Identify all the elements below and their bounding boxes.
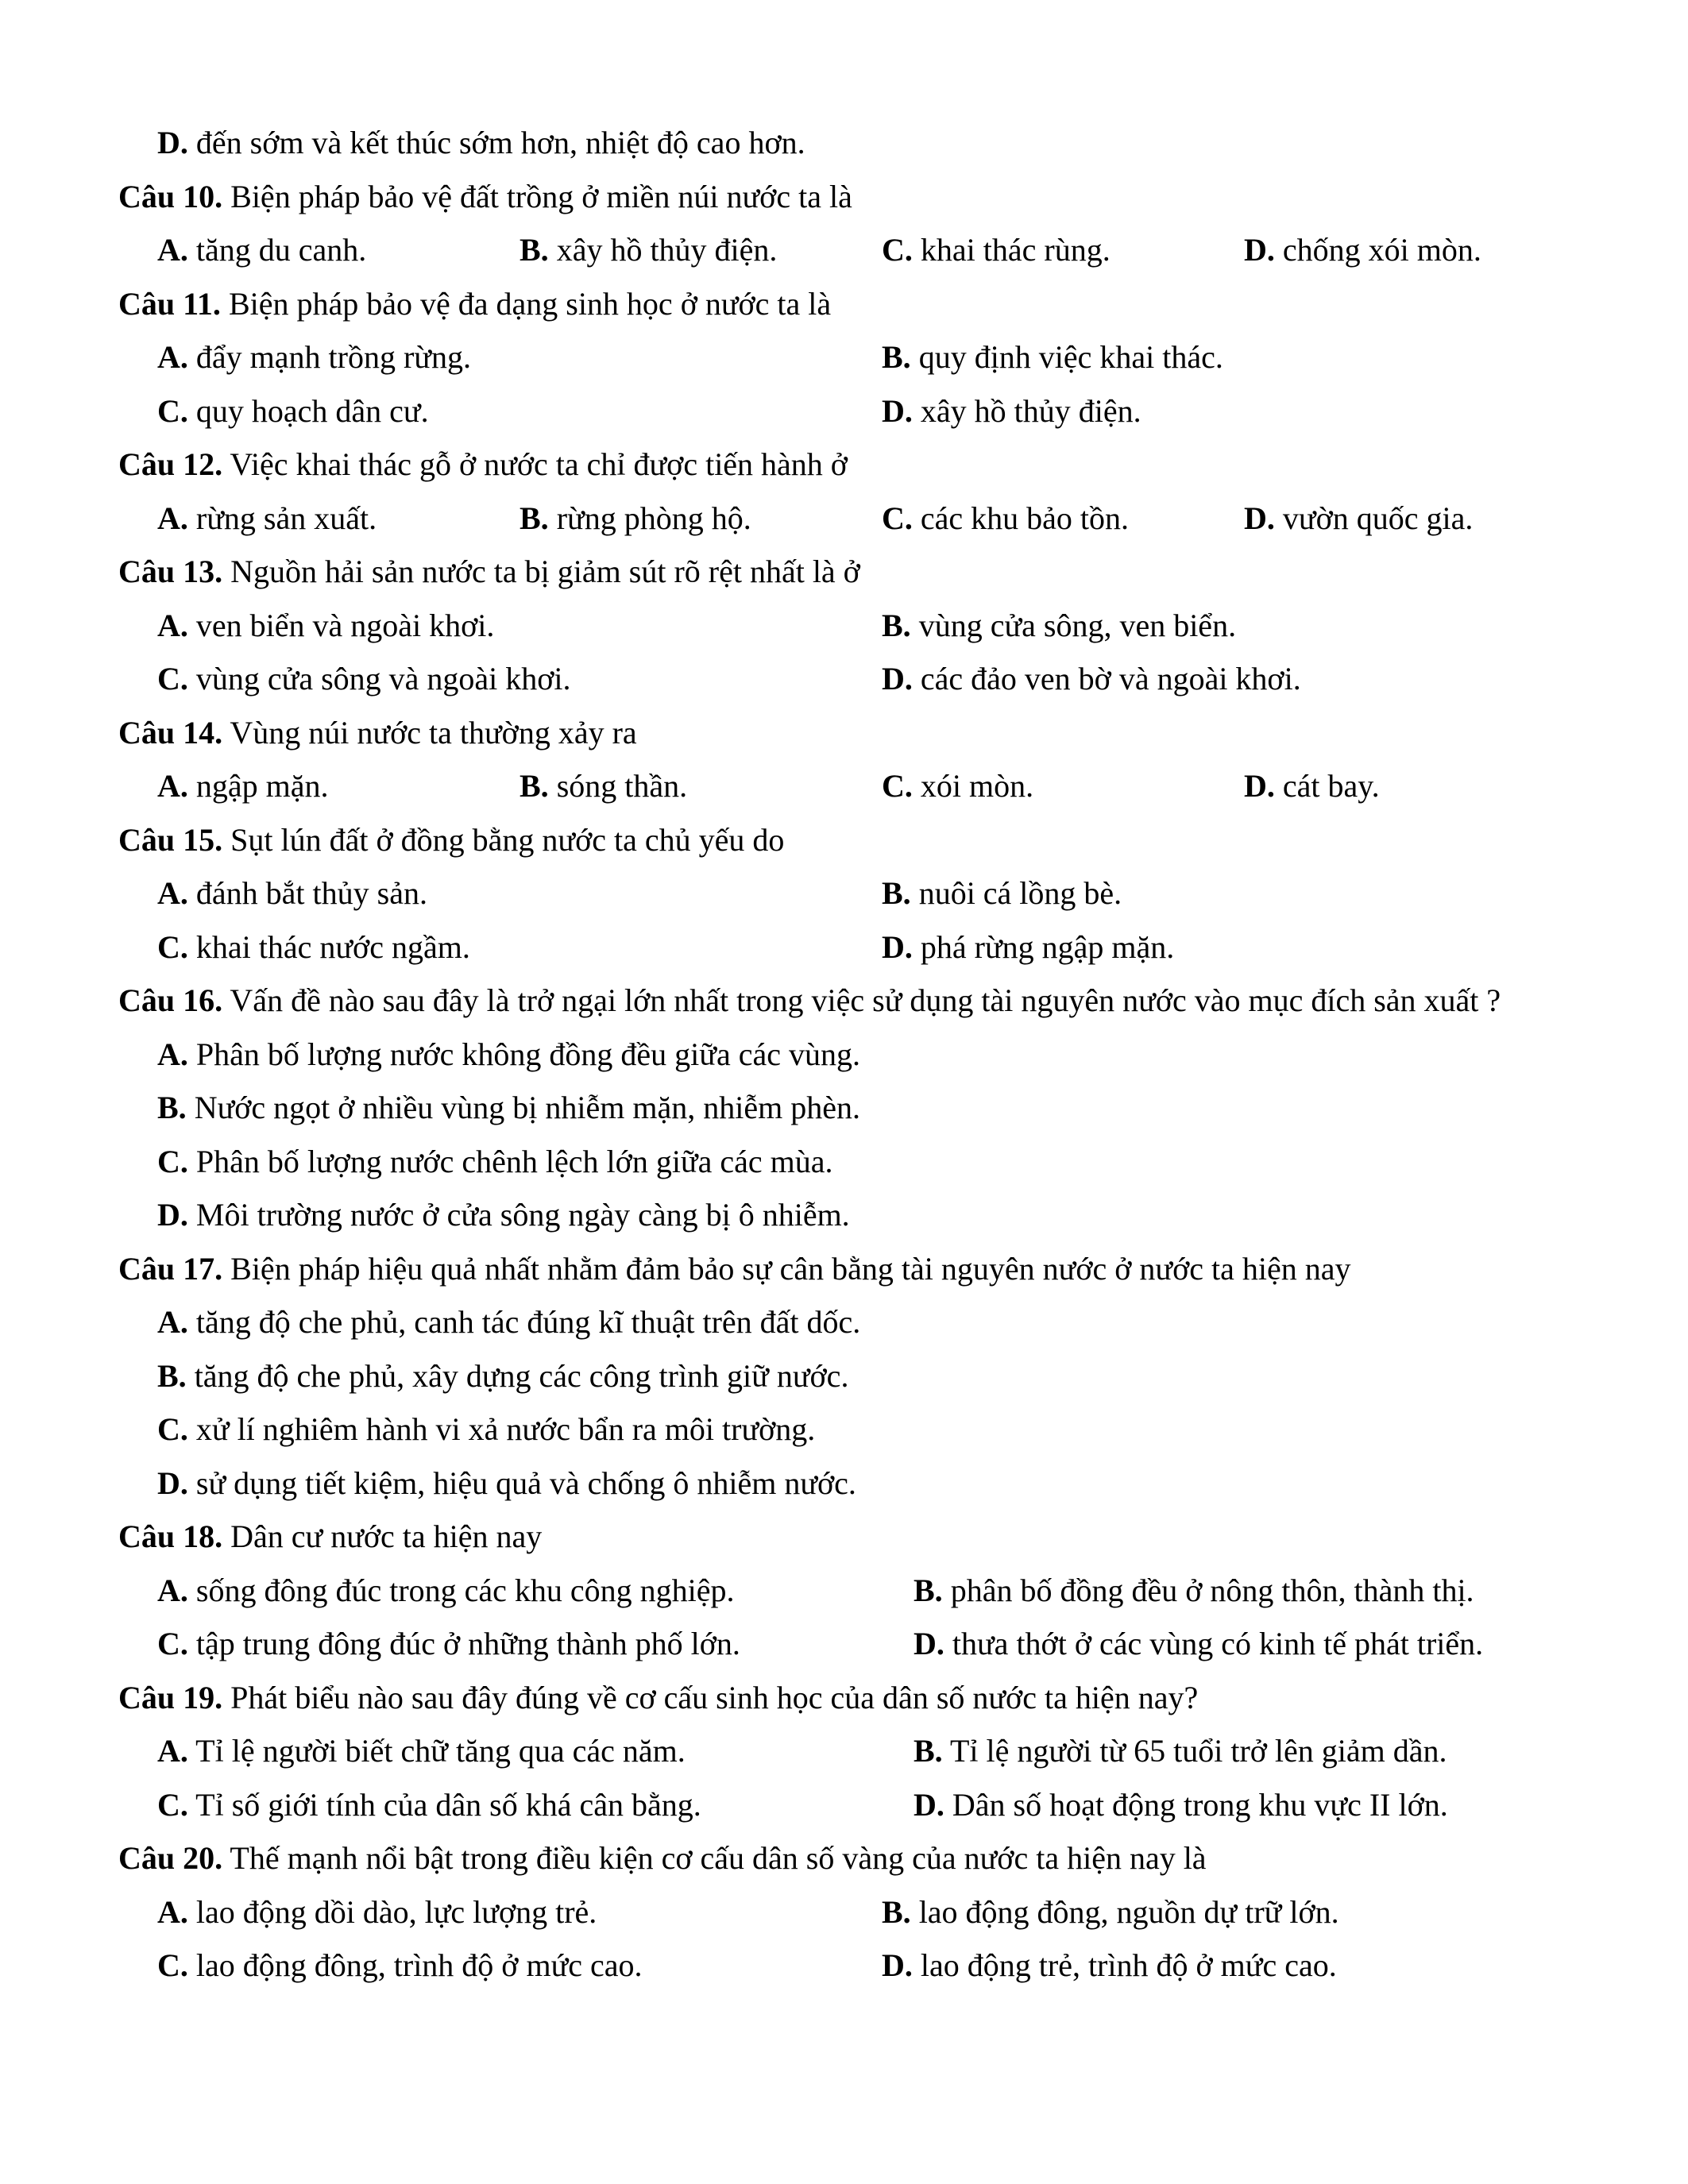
question-15-options-row-2 xyxy=(0,920,1688,974)
option-d: D. vườn quốc gia. xyxy=(1244,500,1474,536)
question-13-options-row-2 xyxy=(0,652,1688,706)
option-b: B. phân bố đồng đều ở nông thôn, thành thị. xyxy=(914,1572,1474,1608)
question-12-stem xyxy=(0,438,1688,492)
option-c: C. lao động đông, trình độ ở mức cao. xyxy=(157,1947,643,1983)
option-b: B. tăng độ che phủ, xây dựng các công trình giữ nước. xyxy=(157,1357,849,1394)
question-text: Thế mạnh nổi bật trong điều kiện cơ cấu dân số vàng của nước ta hiện nay là xyxy=(230,1840,1207,1876)
option-d: D. cát bay. xyxy=(1244,768,1380,804)
question-18-options-row-1 xyxy=(0,1564,1688,1618)
question-text: Dân cư nước ta hiện nay xyxy=(230,1518,543,1554)
option-b: B. xây hồ thủy điện. xyxy=(520,232,778,268)
question-12-options xyxy=(0,492,1688,546)
option-d: D. các đảo ven bờ và ngoài khơi. xyxy=(882,661,1301,696)
question-17-stem xyxy=(0,1242,1688,1296)
option-c: C. Tỉ số giới tính của dân số khá cân bằng. xyxy=(157,1786,701,1823)
question-19-options-row-2 xyxy=(0,1778,1688,1832)
option-d: D. xây hồ thủy điện. xyxy=(882,392,1141,429)
question-text: Việc khai thác gỗ ở nước ta chỉ được tiến hành ở xyxy=(230,446,848,482)
question-number: Câu 19. xyxy=(118,1679,223,1715)
option-c: C. quy hoạch dân cư. xyxy=(157,392,429,429)
question-number: Câu 15. xyxy=(118,821,223,858)
option-d: D. phá rừng ngập mặn. xyxy=(882,928,1175,965)
question-20-stem xyxy=(0,1831,1688,1885)
question-number: Câu 10. xyxy=(118,178,223,214)
option-d: D. lao động trẻ, trình độ ở mức cao. xyxy=(882,1947,1337,1983)
question-text: Vấn đề nào sau đây là trở ngại lớn nhất trong việc sử dụng tài nguyên nước vào mục đích sản xuất ? xyxy=(230,982,1501,1018)
option-a: A. tăng du canh. xyxy=(157,232,367,268)
option-a: A. ngập mặn. xyxy=(157,768,329,804)
question-19-options-row-1 xyxy=(0,1724,1688,1778)
option-a: A. Phân bố lượng nước không đồng đều giữa các vùng. xyxy=(157,1036,860,1072)
question-number: Câu 20. xyxy=(118,1840,223,1876)
question-text: Sụt lún đất ở đồng bằng nước ta chủ yếu do xyxy=(230,821,785,858)
option-c: C. Phân bố lượng nước chênh lệch lớn giữa các mùa. xyxy=(157,1143,833,1179)
option-b: B. Tỉ lệ người từ 65 tuổi trở lên giảm dần. xyxy=(914,1733,1447,1769)
option-c: C. xử lí nghiêm hành vi xả nước bẩn ra môi trường. xyxy=(157,1411,816,1447)
option-c: C. tập trung đông đúc ở những thành phố lớn. xyxy=(157,1626,740,1661)
option-label: D. xyxy=(157,125,188,160)
option-c: C. vùng cửa sông và ngoài khơi. xyxy=(157,661,571,696)
option-c: C. khai thác rùng. xyxy=(882,232,1111,268)
question-14-options xyxy=(0,759,1688,813)
question-text: Biện pháp hiệu quả nhất nhằm đảm bảo sự cân bằng tài nguyên nước ở nước ta hiện nay xyxy=(230,1250,1351,1287)
question-19-stem xyxy=(0,1671,1688,1725)
question-text: Phát biểu nào sau đây đúng về cơ cấu sinh học của dân số nước ta hiện nay? xyxy=(230,1679,1199,1715)
question-number: Câu 11. xyxy=(118,285,221,322)
question-13-stem xyxy=(0,545,1688,599)
option-a: A. tăng độ che phủ, canh tác đúng kĩ thuật trên đất dốc. xyxy=(157,1304,861,1340)
question-number: Câu 14. xyxy=(118,714,223,751)
option-d: D. thưa thớt ở các vùng có kinh tế phát triển. xyxy=(914,1626,1484,1661)
option-a: A. sống đông đúc trong các khu công nghiệp. xyxy=(157,1572,735,1608)
question-text: Biện pháp bảo vệ đất trồng ở miền núi nước ta là xyxy=(230,178,852,214)
option-a: A. Tỉ lệ người biết chữ tăng qua các năm. xyxy=(157,1733,686,1769)
option-carry-over-d xyxy=(0,116,1688,170)
option-d: D. Dân số hoạt động trong khu vực II lớn. xyxy=(914,1786,1448,1823)
question-15-options-row-1 xyxy=(0,866,1688,920)
exam-page xyxy=(0,116,1688,1993)
option-text: đến sớm và kết thúc sớm hơn, nhiệt độ cao hơn. xyxy=(195,125,805,160)
question-text: Nguồn hải sản nước ta bị giảm sút rõ rệt nhất là ở xyxy=(230,554,860,589)
option-b: B. lao động đông, nguồn dự trữ lớn. xyxy=(882,1893,1339,1930)
option-c: C. khai thác nước ngầm. xyxy=(157,928,470,965)
question-number: Câu 13. xyxy=(118,554,223,589)
option-a: A. đánh bắt thủy sản. xyxy=(157,875,427,911)
question-13-options-row-1 xyxy=(0,599,1688,653)
option-b: B. nuôi cá lồng bè. xyxy=(882,875,1122,911)
option-c: C. xói mòn. xyxy=(882,768,1034,804)
question-18-stem xyxy=(0,1510,1688,1564)
option-a: A. đẩy mạnh trồng rừng. xyxy=(157,339,471,375)
question-11-options-row-2 xyxy=(0,384,1688,438)
option-c: C. các khu bảo tồn. xyxy=(882,500,1130,536)
option-d: D. sử dụng tiết kiệm, hiệu quả và chống ô nhiễm nước. xyxy=(157,1464,856,1501)
option-d: D. chống xói mòn. xyxy=(1244,232,1481,268)
option-b: B. rừng phòng hộ. xyxy=(520,500,751,536)
question-text: Biện pháp bảo vệ đa dạng sinh học ở nước ta là xyxy=(228,285,832,322)
question-10-stem xyxy=(0,170,1688,224)
question-11-options-row-1 xyxy=(0,330,1688,384)
question-number: Câu 18. xyxy=(118,1518,223,1554)
option-b: B. quy định việc khai thác. xyxy=(882,339,1223,375)
question-16-stem xyxy=(0,974,1688,1028)
option-b: B. sóng thần. xyxy=(520,768,688,804)
question-text: Vùng núi nước ta thường xảy ra xyxy=(230,714,637,751)
question-number: Câu 16. xyxy=(118,982,223,1018)
question-15-stem xyxy=(0,813,1688,867)
question-11-stem xyxy=(0,277,1688,331)
option-b: B. vùng cửa sông, ven biển. xyxy=(882,607,1237,643)
option-a: A. rừng sản xuất. xyxy=(157,500,377,536)
question-20-options-row-1 xyxy=(0,1885,1688,1939)
question-14-stem xyxy=(0,706,1688,760)
question-10-options xyxy=(0,223,1688,277)
question-number: Câu 12. xyxy=(118,446,223,482)
option-b: B. Nước ngọt ở nhiều vùng bị nhiễm mặn, nhiễm phèn. xyxy=(157,1090,860,1125)
question-number: Câu 17. xyxy=(118,1250,223,1287)
option-a: A. ven biển và ngoài khơi. xyxy=(157,607,495,643)
question-20-options-row-2 xyxy=(0,1939,1688,1993)
option-a: A. lao động dồi dào, lực lượng trẻ. xyxy=(157,1893,597,1930)
question-18-options-row-2 xyxy=(0,1617,1688,1671)
option-d: D. Môi trường nước ở cửa sông ngày càng bị ô nhiễm. xyxy=(157,1197,850,1233)
